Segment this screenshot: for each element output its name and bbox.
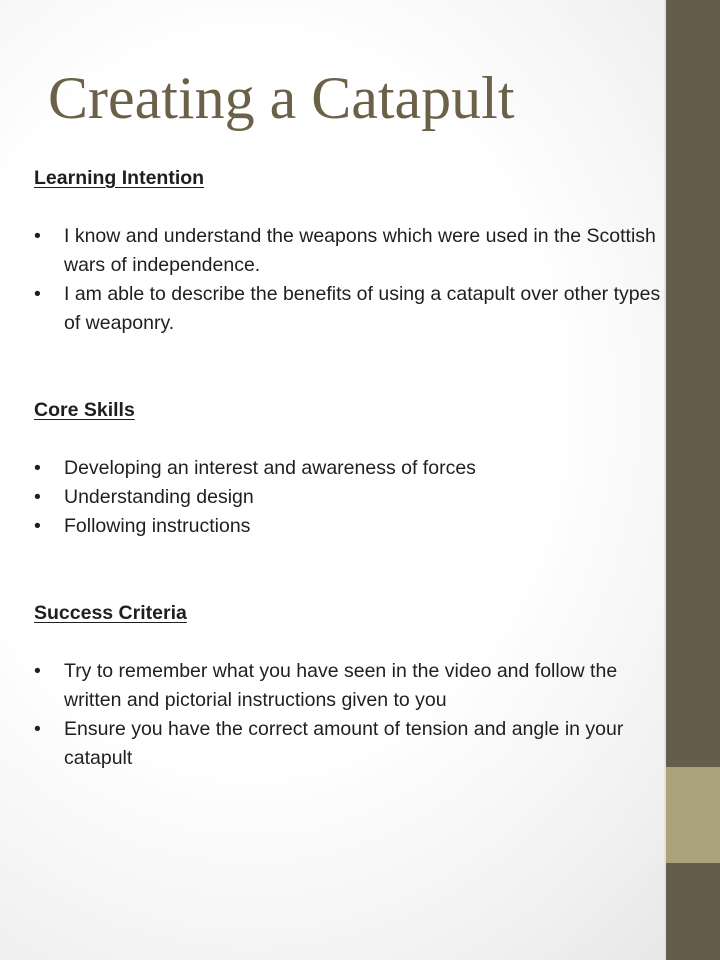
bullet-text: Following instructions xyxy=(64,515,251,537)
bullet-list xyxy=(34,657,664,773)
bullet-list xyxy=(34,454,664,541)
bullet-icon: • xyxy=(34,718,41,740)
bullet-list xyxy=(34,222,664,338)
bullet-text: Ensure you have the correct amount of tension and angle in your catapult xyxy=(64,718,624,769)
bullet-icon: • xyxy=(34,225,41,247)
bullet-item xyxy=(34,715,664,773)
bullet-item xyxy=(34,483,664,512)
bullet-icon: • xyxy=(34,283,41,305)
slide-title: Creating a Catapult xyxy=(48,65,515,131)
section-heading: Success Criteria xyxy=(34,602,187,624)
bullet-item xyxy=(34,512,664,541)
section-heading: Core Skills xyxy=(34,399,135,421)
bullet-item xyxy=(34,657,664,715)
bullet-text: Understanding design xyxy=(64,486,254,508)
bullet-icon: • xyxy=(34,660,41,682)
section-success-criteria xyxy=(34,599,664,773)
bullet-item xyxy=(34,280,664,338)
slide-content xyxy=(34,164,664,773)
side-bar-accent-block xyxy=(666,767,720,863)
section-core-skills xyxy=(34,396,664,541)
bullet-icon: • xyxy=(34,486,41,508)
bullet-item xyxy=(34,222,664,280)
bullet-icon: • xyxy=(34,515,41,537)
bullet-text: I know and understand the weapons which were used in the Scottish wars of independence. xyxy=(64,225,656,276)
section-learning-intention xyxy=(34,164,664,338)
bullet-text: Try to remember what you have seen in the video and follow the written and pictorial instructions given to you xyxy=(64,660,618,711)
bullet-icon: • xyxy=(34,457,41,479)
bullet-item xyxy=(34,454,664,483)
bullet-text: I am able to describe the benefits of using a catapult over other types of weaponry. xyxy=(64,283,661,334)
bullet-text: Developing an interest and awareness of forces xyxy=(64,457,476,479)
section-heading: Learning Intention xyxy=(34,167,205,189)
